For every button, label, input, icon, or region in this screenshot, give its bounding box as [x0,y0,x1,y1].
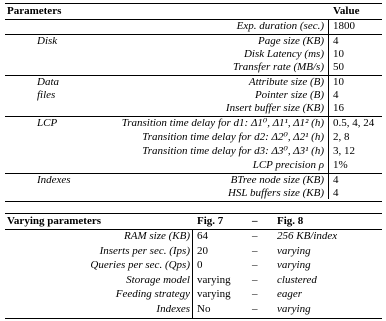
table-cell-fig8: 256 KB/index [277,230,338,242]
table-row-value: 4 [333,174,339,186]
group-label-data: Data [37,76,59,88]
table-row-value: 50 [333,61,344,73]
table-row-value: 3, 12 [333,145,355,157]
table-row-value: 4 [333,89,339,101]
table-row-label: Inserts per sec. (Ips) [99,244,190,257]
table-row-label: Queries per sec. (Qps) [90,259,190,271]
table-cell-fig8: clustered [277,273,317,286]
table-row-label: Pointer size (B) [254,89,324,101]
fig8-header: Fig. 8 [277,215,304,227]
table-top-rule [5,213,382,214]
table-cell-fig7: varying [197,273,231,286]
value-column-separator [328,19,329,199]
table-cell-fig8: eager [277,288,303,300]
parameters-header: Parameters [7,5,62,17]
parameters-table [5,3,382,199]
table-cell-fig8: varying [277,244,311,257]
table-cell-fig7: 0 [197,259,203,271]
value-header: Value [333,5,360,17]
table-row-label: Insert buffer size (KB) [225,102,324,114]
table-cell-fig8: varying [277,259,311,271]
dash-header: – [252,215,258,227]
table-cell-fig7: 64 [197,230,208,242]
table-cell-fig8: varying [277,302,311,315]
table-row-value: 10 [333,48,344,60]
table-row-label: Indexes [156,302,190,315]
table-row-label: Exp. duration (sec.) [236,20,324,32]
table-row-label: Transition time delay for d3: Δ3⁰, Δ3¹ (h) [142,145,324,157]
table-bottom-rule [5,318,382,319]
table-row-value: 2, 8 [333,131,350,143]
table-row-value: 10 [333,76,344,88]
table-top-rule [5,3,382,4]
table-row-value: 0.5, 4, 24 [333,117,375,129]
table-cell-dash: – [252,273,258,286]
varying-parameters-table [5,213,382,319]
table-row-value: 1800 [333,20,355,32]
table-cell-dash: – [252,259,258,271]
table-cell-dash: – [252,288,258,300]
table-row-label: BTree node size (KB) [230,174,324,186]
table-cell-fig7: varying [197,288,231,300]
table-row-label: Transition time delay for d2: Δ2⁰, Δ2¹ (h) [142,131,324,143]
varying-parameters-header: Varying parameters [7,215,101,227]
table-cell-fig7: No [197,302,211,315]
table-cell-dash: – [252,302,258,315]
table-bottom-rule [5,201,382,202]
group-label-lcp: LCP [37,117,58,129]
table-cell-fig7: 20 [197,244,208,257]
table-row-label: Attribute size (B) [248,76,324,88]
table-row-label: Page size (KB) [258,35,324,47]
table-row-label: HSL buffers size (KB) [227,187,324,199]
table-row-label: Disk Latency (ms) [243,48,324,60]
group-label-files: files [37,89,56,101]
group-label-indexes: Indexes [37,174,71,186]
table-row-value: 1% [333,159,348,171]
column-separator [192,229,193,319]
table-cell-dash: – [252,230,258,242]
section-rule [5,34,382,35]
table-row-value: 4 [333,35,339,47]
table-row-label: Transition time delay for d1: Δ1⁰, Δ1¹, Δ1² (h) [121,117,324,129]
table-row-value: 4 [333,187,339,199]
table-row-label: Feeding strategy [115,288,190,300]
table-cell-dash: – [252,244,258,257]
table-row-label: LCP precision ρ [252,159,324,171]
section-rule [5,75,382,76]
table-row-label: Transfer rate (MB/s) [232,61,324,73]
fig7-header: Fig. 7 [197,215,224,227]
group-label-disk: Disk [37,35,58,47]
header-rule [5,19,382,20]
table-row-label: RAM size (KB) [124,230,190,242]
table-row-label: Storage model [126,273,190,286]
table-row-value: 16 [333,102,344,114]
